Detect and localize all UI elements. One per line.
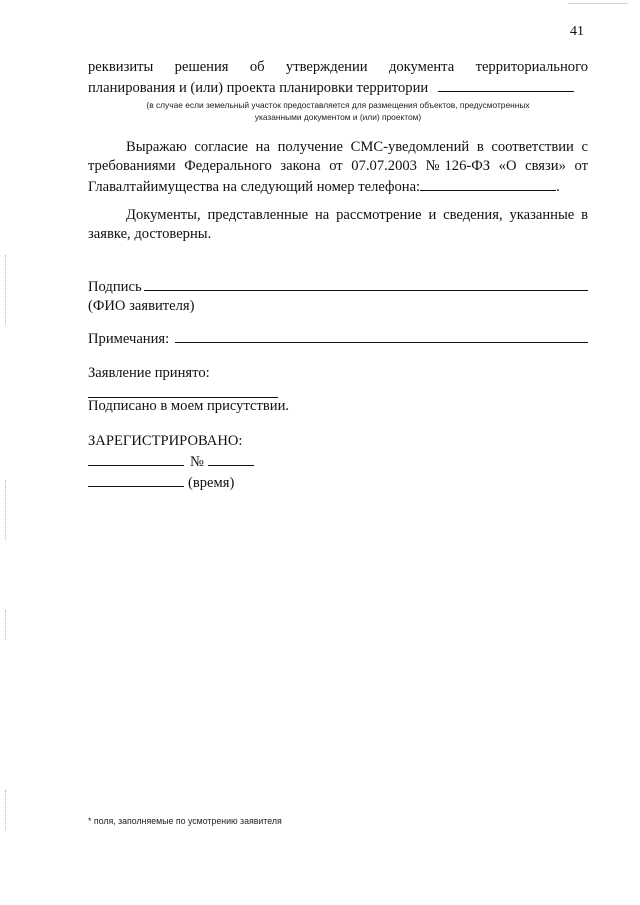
top-edge-rule	[568, 3, 628, 4]
number-sign: №	[190, 454, 204, 470]
registered-section	[88, 432, 588, 493]
signed-in-presence-label: Подписано в моем присутствии.	[88, 398, 290, 414]
time-label: (время)	[188, 475, 235, 491]
notes-section	[88, 328, 588, 349]
requisites-section	[88, 58, 588, 123]
sms-consent-line-2: требованиями Федерального закона от 07.07.2003 №126-ФЗ «О связи» от	[88, 158, 588, 174]
registration-date-field[interactable]	[88, 451, 184, 466]
received-label: Заявление принято:	[88, 365, 210, 381]
notes-label: Примечания:	[88, 331, 170, 347]
sms-consent-line-3	[88, 176, 588, 197]
requisites-line-2-text: планирования и (или) проекта планировки территории	[88, 80, 429, 96]
sms-consent-line-3-end: .	[556, 179, 560, 195]
registered-label: ЗАРЕГИСТРИРОВАНО:	[88, 433, 243, 449]
scan-edge-mark	[5, 790, 6, 830]
documents-statement: Документы, представленные на рассмотрение и сведения, указанные в заявке, достоверны.	[88, 207, 588, 242]
scan-edge-mark	[5, 610, 6, 640]
requisites-note-line-1: (в случае если земельный участок предоставляется для размещения объектов, предусмотренных	[146, 100, 530, 110]
fio-label: (ФИО заявителя)	[88, 298, 195, 314]
signature-field[interactable]	[144, 276, 588, 291]
sms-consent-section	[88, 138, 588, 197]
requisites-line-1: реквизиты решения об утверждении документа территориального	[88, 59, 588, 75]
received-signature-field[interactable]	[88, 383, 278, 398]
notes-field[interactable]	[175, 328, 588, 343]
scan-edge-mark	[5, 480, 6, 540]
phone-number-field[interactable]	[420, 176, 556, 191]
requisites-line-2	[88, 77, 588, 98]
sms-consent-line-1: Выражаю согласие на получение СМС-уведомлений в соответствии с	[126, 139, 588, 155]
received-blank-row	[88, 383, 588, 397]
page-number: 41	[570, 24, 584, 39]
scan-edge-mark	[5, 255, 6, 325]
territory-project-field[interactable]	[438, 77, 574, 92]
registration-time-field[interactable]	[88, 472, 184, 487]
sms-consent-line-3-text: Главалтайимущества на следующий номер телефона:	[88, 179, 421, 195]
requisites-note-line-2: указанными документом и (или) проектом)	[254, 112, 422, 122]
signature-line	[88, 276, 588, 297]
notes-line	[88, 328, 588, 349]
registration-number-field[interactable]	[208, 451, 254, 466]
received-section	[88, 364, 588, 416]
signature-label: Подпись	[88, 279, 142, 295]
signature-section	[88, 276, 588, 316]
registration-time-line	[88, 472, 588, 493]
registration-number-line	[88, 451, 588, 472]
footnote: * поля, заполняемые по усмотрению заявителя	[88, 816, 282, 826]
